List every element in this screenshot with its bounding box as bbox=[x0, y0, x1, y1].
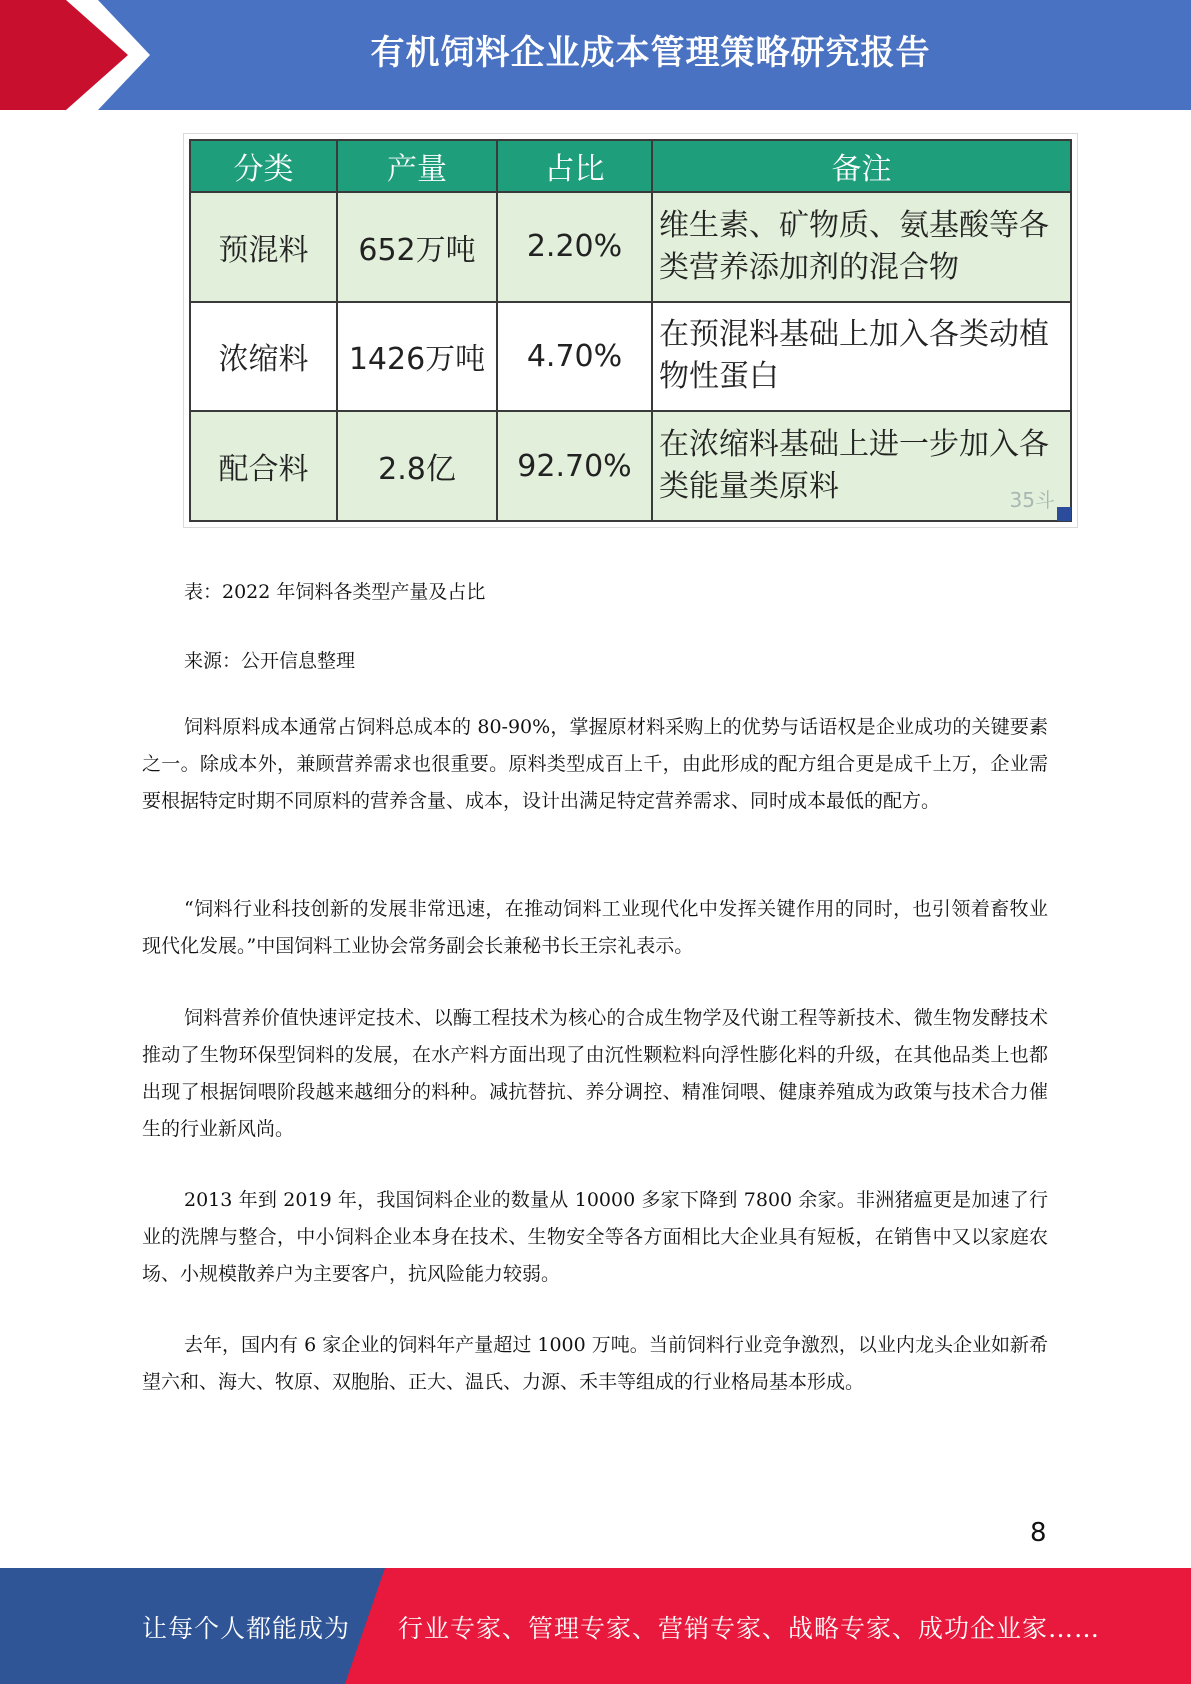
note-cell: 在预混料基础上加入各类动植物性蛋白 bbox=[652, 302, 1071, 412]
feed-output-table-figure bbox=[183, 133, 1078, 528]
note-cell: 在浓缩料基础上进一步加入各类能量类原料 bbox=[652, 411, 1071, 521]
page-header bbox=[0, 0, 1191, 110]
output-cell: 2.8亿 bbox=[337, 411, 497, 521]
feed-output-table bbox=[189, 139, 1072, 522]
output-cell: 652万吨 bbox=[337, 192, 497, 302]
output-cell: 1426万吨 bbox=[337, 302, 497, 412]
table-source: 来源：公开信息整理 bbox=[184, 650, 356, 672]
category-cell: 预混料 bbox=[190, 192, 337, 302]
note-cell: 维生素、矿物质、氨基酸等各类营养添加剂的混合物 bbox=[652, 192, 1071, 302]
table-row bbox=[190, 192, 1071, 302]
watermark-corner-mark bbox=[1057, 507, 1071, 521]
header-arrow-decoration bbox=[0, 0, 150, 110]
table-header-row bbox=[190, 140, 1071, 192]
table-row bbox=[190, 302, 1071, 412]
category-cell: 浓缩料 bbox=[190, 302, 337, 412]
footer-slogan-right: 行业专家、管理专家、营销专家、战略专家、成功企业家…… bbox=[398, 1614, 1101, 1643]
table-row bbox=[190, 411, 1071, 521]
share-cell: 2.20% bbox=[497, 192, 652, 302]
category-cell: 配合料 bbox=[190, 411, 337, 521]
body-paragraph: 2013 年到 2019 年，我国饲料企业的数量从 10000 多家下降到 7800 余家。非洲猪瘟更是加速了行业的洗牌与整合，中小饲料企业本身在技术、生物安全等各方面相比大企业具有短板，在销售中又以家庭农场、小规模散养户为主要客户，抗风险能力较弱。 bbox=[142, 1189, 1048, 1285]
table-header-cell: 占比 bbox=[497, 140, 652, 192]
table-header-cell: 分类 bbox=[190, 140, 337, 192]
page-footer bbox=[0, 1568, 1191, 1684]
body-paragraph: “饲料行业科技创新的发展非常迅速，在推动饲料工业现代化中发挥关键作用的同时，也引领着畜牧业现代化发展。”中国饲料工业协会常务副会长兼秘书长王宗礼表示。 bbox=[142, 898, 1048, 957]
share-cell: 4.70% bbox=[497, 302, 652, 412]
table-header-cell: 产量 bbox=[337, 140, 497, 192]
body-paragraph: 饲料原料成本通常占饲料总成本的 80-90%，掌握原材料采购上的优势与话语权是企业成功的关键要素之一。除成本外，兼顾营养需求也很重要。原料类型成百上千，由此形成的配方组合更是成千上万，企业需要根据特定时期不同原料的营养含量、成本，设计出满足特定营养需求、同时成本最低的配方。 bbox=[142, 716, 1048, 812]
table-caption: 表：2022 年饲料各类型产量及占比 bbox=[184, 581, 486, 603]
body-paragraph: 饲料营养价值快速评定技术、以酶工程技术为核心的合成生物学及代谢工程等新技术、微生物发酵技术推动了生物环保型饲料的发展，在水产料方面出现了由沉性颗粒料向浮性膨化料的升级，在其他品类上也都出现了根据饲喂阶段越来越细分的料种。减抗替抗、养分调控、精准饲喂、健康养殖成为政策与技术合力催生的行业新风尚。 bbox=[142, 1007, 1048, 1140]
footer-slogan-left: 让每个人都能成为 bbox=[142, 1614, 351, 1643]
share-cell: 92.70% bbox=[497, 411, 652, 521]
image-watermark: 35斗 bbox=[1009, 488, 1055, 512]
body-paragraph: 去年，国内有 6 家企业的饲料年产量超过 1000 万吨。当前饲料行业竞争激烈，以业内龙头企业如新希望六和、海大、牧原、双胞胎、正大、温氏、力源、禾丰等组成的行业格局基本形成。 bbox=[142, 1334, 1048, 1393]
page-number: 8 bbox=[1030, 1518, 1047, 1548]
table-header-cell: 备注 bbox=[652, 140, 1071, 192]
report-title: 有机饲料企业成本管理策略研究报告 bbox=[370, 33, 931, 73]
